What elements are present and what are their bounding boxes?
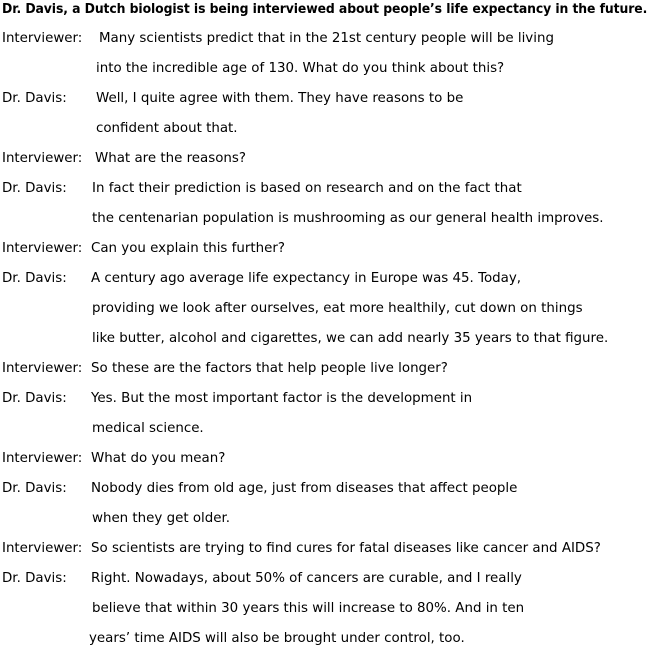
- document-title: Dr. Davis, a Dutch biologist is being interviewed about people’s life expectancy in the future.: [2, 2, 648, 17]
- dialogue-line: So scientists are trying to find cures for fatal diseases like cancer and AIDS?: [91, 541, 601, 556]
- dialogue-line: medical science.: [92, 421, 204, 436]
- dialogue-line: What do you mean?: [91, 451, 226, 466]
- dialogue-line: into the incredible age of 130. What do you think about this?: [96, 61, 505, 76]
- speaker-label: Dr. Davis:: [2, 571, 67, 586]
- speaker-label: Interviewer:: [2, 151, 83, 166]
- speaker-label: Dr. Davis:: [2, 181, 67, 196]
- dialogue-line: confident about that.: [96, 121, 238, 136]
- speaker-label: Dr. Davis:: [2, 481, 67, 496]
- speaker-label: Interviewer:: [2, 241, 83, 256]
- dialogue-line: In fact their prediction is based on research and on the fact that: [92, 181, 522, 196]
- dialogue-line: What are the reasons?: [95, 151, 246, 166]
- speaker-label: Interviewer:: [2, 451, 83, 466]
- dialogue-line: believe that within 30 years this will increase to 80%. And in ten: [92, 601, 525, 616]
- dialogue-line: the centenarian population is mushrooming as our general health improves.: [92, 211, 604, 226]
- speaker-label: Dr. Davis:: [2, 91, 67, 106]
- dialogue-line: Well, I quite agree with them. They have reasons to be: [96, 91, 464, 106]
- speaker-label: Interviewer:: [2, 31, 83, 46]
- dialogue-line: Right. Nowadays, about 50% of cancers are curable, and I really: [91, 571, 522, 586]
- dialogue-line: Can you explain this further?: [91, 241, 285, 256]
- dialogue-line: So these are the factors that help people live longer?: [91, 361, 448, 376]
- speaker-label: Interviewer:: [2, 541, 83, 556]
- speaker-label: Interviewer:: [2, 361, 83, 376]
- dialogue-line: providing we look after ourselves, eat more healthily, cut down on things: [92, 301, 583, 316]
- dialogue-line: Many scientists predict that in the 21st century people will be living: [99, 31, 554, 46]
- dialogue-line: Nobody dies from old age, just from diseases that affect people: [91, 481, 518, 496]
- dialogue-line: Yes. But the most important factor is the development in: [91, 391, 473, 406]
- dialogue-line: A century ago average life expectancy in Europe was 45. Today,: [91, 271, 522, 286]
- speaker-label: Dr. Davis:: [2, 271, 67, 286]
- dialogue-line: when they get older.: [92, 511, 231, 526]
- dialogue-line: like butter, alcohol and cigarettes, we can add nearly 35 years to that figure.: [92, 331, 609, 346]
- speaker-label: Dr. Davis:: [2, 391, 67, 406]
- dialogue-line: years’ time AIDS will also be brought under control, too.: [89, 631, 465, 646]
